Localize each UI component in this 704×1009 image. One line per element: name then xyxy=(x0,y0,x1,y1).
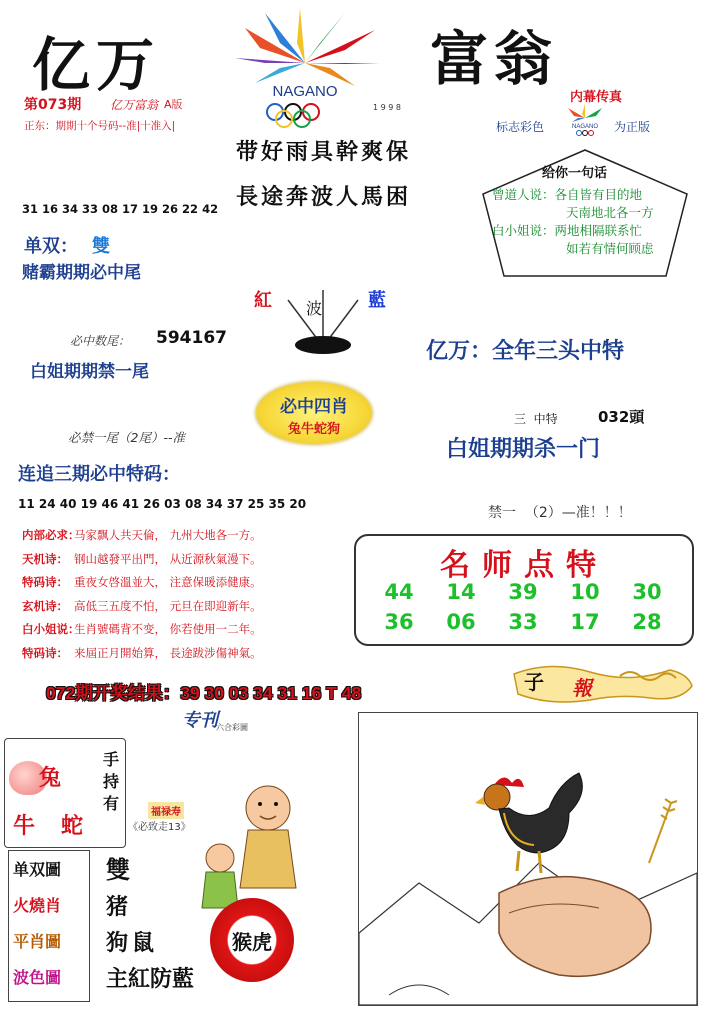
row-label-4: 波色圖 xyxy=(13,968,62,987)
three-head-label: 三 中特 xyxy=(514,412,558,426)
three-head-value: 032頭 xyxy=(598,408,645,426)
zodiac-rabbit: 兔 xyxy=(39,766,62,791)
side-text: 手持有 xyxy=(103,750,120,813)
pentagon-line-3: 两地相隔联系忙 xyxy=(554,223,643,238)
poem-block xyxy=(22,524,352,665)
four-zodiac-title: 必中四肖 xyxy=(280,397,348,417)
cartoon-figures xyxy=(198,768,318,918)
bottom-table xyxy=(8,850,90,1002)
single-double-label: 单双： xyxy=(24,236,78,257)
yiwan-slogan: 亿万：全年三头中特 xyxy=(426,339,625,364)
famous-master-row2 xyxy=(368,610,678,634)
svg-text:NAGANO: NAGANO xyxy=(571,124,599,130)
circle-text: 猴虎 xyxy=(232,930,272,954)
fax-logo-icon xyxy=(560,104,610,136)
master-number: 10 xyxy=(570,580,600,604)
consecutive-numbers: 11 24 40 19 46 41 26 03 08 34 37 25 35 20 xyxy=(18,497,307,511)
forbid-tail: 必禁一尾（2尾）--准 xyxy=(68,430,185,445)
fax-title: 内幕传真 xyxy=(570,90,623,105)
famous-master-title: 名师点特 xyxy=(440,548,608,583)
row-value-4: 主紅防藍 xyxy=(106,967,195,992)
poem-row: 特码诗： 重夜女啓溫並大， 注意保暖添健康。 xyxy=(22,575,262,589)
row-label-2: 火燒肖 xyxy=(13,896,62,915)
flower-petals-icon xyxy=(235,8,380,86)
master-number: 17 xyxy=(570,610,600,634)
row-value-3: 狗鼠 xyxy=(106,931,159,956)
fortune-tag-sub: 《必致走13》 xyxy=(128,822,191,833)
master-number: 06 xyxy=(446,610,476,634)
issue-grade: A版 xyxy=(164,98,183,111)
bowl-blue: 藍 xyxy=(368,290,386,311)
master-number: 14 xyxy=(446,580,476,604)
poem-row: 内部必求： 马家飘人共天倫， 九州大地各一方。 xyxy=(22,528,262,542)
bowl-figure xyxy=(248,260,398,360)
pentagon-line-4: 如若有情何顾虑 xyxy=(566,241,654,256)
slogan-line2: 長途奔波人馬困 xyxy=(236,184,412,210)
consecutive-title: 连追三期必中特码： xyxy=(18,464,180,485)
bottom-left-panel xyxy=(2,728,350,1006)
special-edition-subtitle: 六合彩圖 xyxy=(216,723,248,732)
three-head-tagline: 白姐期期杀一门 xyxy=(446,437,601,462)
famous-master-box xyxy=(354,534,694,646)
speaker-zeng: 曾道人说： xyxy=(492,187,555,202)
pentagon-box xyxy=(480,148,690,278)
poem-row: 特码诗： 来屆正月開始算， 長途跋涉傷神氣。 xyxy=(22,645,262,660)
numbers-line1: 31 16 34 33 08 17 19 26 22 42 xyxy=(22,202,219,216)
rooster-picture xyxy=(358,712,698,1006)
master-number: 36 xyxy=(384,610,414,634)
must-tail-tagline: 白姐期期禁一尾 xyxy=(30,362,149,382)
zodiac-ox: 牛 xyxy=(13,814,36,839)
slogan-line1: 带好雨具幹爽保 xyxy=(236,139,412,165)
rooster-icon xyxy=(475,773,582,873)
single-double-value: 雙 xyxy=(92,236,110,257)
fax-right: 为正版 xyxy=(614,120,651,134)
four-zodiac-badge xyxy=(256,382,372,444)
row-value-2: 猪 xyxy=(106,895,129,920)
dragon-banner xyxy=(510,656,696,712)
master-number: 44 xyxy=(384,580,414,604)
row-label-1: 单双圖 xyxy=(13,860,62,879)
bowl-wave: 波 xyxy=(306,299,323,318)
issue-label: 第073期 xyxy=(24,97,82,113)
issue-rule: 正东：期期十个号码--准|十准入| xyxy=(24,120,176,132)
pentagon-line-1: 各自皆有目的地 xyxy=(554,187,643,202)
issue-brand: 亿万富翁 xyxy=(110,98,159,112)
must-tail-value: 594167 xyxy=(156,328,227,348)
pentagon-title: 给你一句话 xyxy=(542,166,608,181)
fortune-tag: 福禄寿 xyxy=(148,802,184,819)
banner-bao: 報 xyxy=(572,676,592,700)
wheat-icon xyxy=(649,799,677,863)
draw-result: 072期开奖结果：39 30 03 34 31 16 T 48 xyxy=(46,683,362,703)
zodiac-box xyxy=(4,738,126,848)
svg-text:1 9 9 8: 1 9 9 8 xyxy=(373,103,401,112)
poem-row: 天机诗： 钢山越發平出門， 从近源秋氣漫下。 xyxy=(22,551,262,566)
olympic-rings-icon xyxy=(267,104,319,127)
zodiac-snake: 蛇 xyxy=(61,814,84,839)
famous-master-row1 xyxy=(368,580,678,604)
master-number: 28 xyxy=(632,610,662,634)
master-number: 30 xyxy=(632,580,662,604)
left-title: 亿万 xyxy=(32,31,161,99)
fax-left: 标志彩色 xyxy=(496,120,545,134)
four-zodiac-value: 兔牛蛇狗 xyxy=(287,422,340,437)
master-number: 39 xyxy=(508,580,538,604)
single-double-tagline: 赌霸期期必中尾 xyxy=(22,263,141,283)
logo-text: NAGANO xyxy=(272,83,338,100)
nagano-logo xyxy=(205,8,405,128)
speaker-bai: 白小姐说： xyxy=(492,223,555,238)
right-title: 富翁 xyxy=(430,25,559,93)
bowl-red: 紅 xyxy=(254,290,272,311)
special-edition-title: 专刊 xyxy=(182,710,218,731)
row-value-1: 雙 xyxy=(106,856,130,884)
poem-row: 玄机诗： 高低三五度不怕， 元旦在即迎新年。 xyxy=(22,598,262,613)
pentagon-line-2: 天南地北各一方 xyxy=(566,205,654,220)
must-tail-label: 必中数尾： xyxy=(70,334,131,348)
forbid-gate: 禁一 （2）—准！！！ xyxy=(488,505,632,521)
row-label-3: 平肖圖 xyxy=(13,932,62,951)
poem-row: 白小姐说： 生肖號碼背不变， 你若使用一二年。 xyxy=(22,622,262,636)
fire-circle xyxy=(210,898,294,982)
master-number: 33 xyxy=(508,610,538,634)
banner-zi: 子 xyxy=(524,670,544,694)
